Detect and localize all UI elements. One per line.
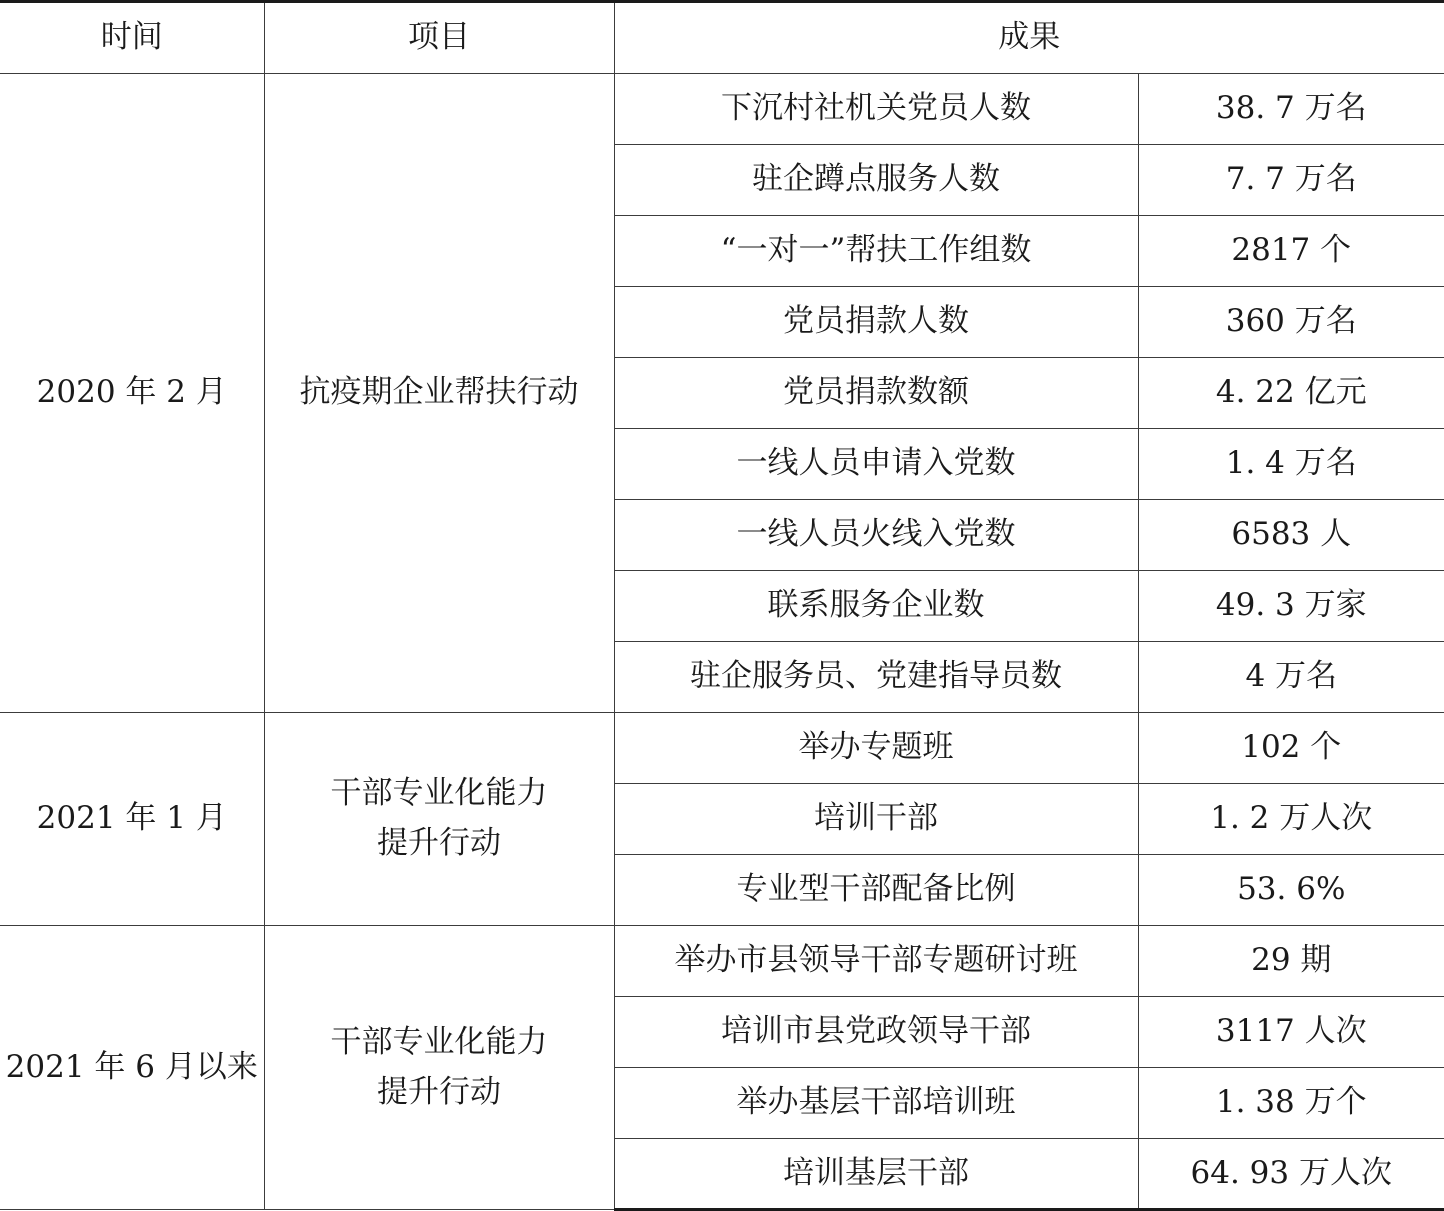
project-cell: [264, 74, 614, 713]
header-result: 成果: [614, 2, 1444, 74]
result-value-cell: 4. 22 亿元: [1138, 358, 1444, 429]
result-item-cell: 联系服务企业数: [614, 571, 1138, 642]
result-value-cell: 2817 个: [1138, 216, 1444, 287]
result-value-cell: 6583 人: [1138, 500, 1444, 571]
project-line: 干部专业化能力: [330, 775, 548, 812]
project-line: 提升行动: [377, 1073, 501, 1110]
result-value-cell: 7. 7 万名: [1138, 145, 1444, 216]
result-value-cell: 1. 38 万个: [1138, 1068, 1444, 1139]
result-item-cell: “一对一”帮扶工作组数: [614, 216, 1138, 287]
project-line: 干部专业化能力: [330, 1023, 548, 1060]
time-cell: 2020 年 2 月: [0, 74, 264, 713]
result-value-cell: 360 万名: [1138, 287, 1444, 358]
time-cell: 2021 年 6 月以来: [0, 926, 264, 1210]
result-item-cell: 举办市县领导干部专题研讨班: [614, 926, 1138, 997]
table-row: [0, 713, 1444, 784]
result-item-cell: 举办专题班: [614, 713, 1138, 784]
header-time: 时间: [0, 2, 264, 74]
result-item-cell: 举办基层干部培训班: [614, 1068, 1138, 1139]
result-value-cell: 29 期: [1138, 926, 1444, 997]
result-value-cell: 3117 人次: [1138, 997, 1444, 1068]
header-project: 项目: [264, 2, 614, 74]
result-item-cell: 党员捐款数额: [614, 358, 1138, 429]
result-value-cell: 53. 6%: [1138, 855, 1444, 926]
project-line: 提升行动: [377, 825, 501, 861]
result-item-cell: 驻企服务员、党建指导员数: [614, 642, 1138, 713]
result-value-cell: 1. 2 万人次: [1138, 784, 1444, 855]
header-row: [0, 2, 1444, 74]
result-value-cell: 1. 4 万名: [1138, 429, 1444, 500]
result-item-cell: 驻企蹲点服务人数: [614, 145, 1138, 216]
result-value-cell: 102 个: [1138, 713, 1444, 784]
table-row: [0, 74, 1444, 145]
project-line: 抗疫期企业帮扶行动: [299, 374, 579, 411]
result-item-cell: 培训干部: [614, 784, 1138, 855]
project-cell: [264, 713, 614, 926]
result-value-cell: 4 万名: [1138, 642, 1444, 713]
table-row: [0, 926, 1444, 997]
result-item-cell: 培训基层干部: [614, 1139, 1138, 1210]
result-value-cell: 38. 7 万名: [1138, 74, 1444, 145]
result-item-cell: 培训市县党政领导干部: [614, 997, 1138, 1068]
result-item-cell: 一线人员火线入党数: [614, 500, 1138, 571]
result-value-cell: 64. 93 万人次: [1138, 1139, 1444, 1210]
result-item-cell: 党员捐款人数: [614, 287, 1138, 358]
project-cell: [264, 926, 614, 1210]
time-cell: 2021 年 1 月: [0, 713, 264, 926]
result-item-cell: 一线人员申请入党数: [614, 429, 1138, 500]
result-value-cell: 49. 3 万家: [1138, 571, 1444, 642]
result-item-cell: 下沉村社机关党员人数: [614, 74, 1138, 145]
result-item-cell: 专业型干部配备比例: [614, 855, 1138, 926]
